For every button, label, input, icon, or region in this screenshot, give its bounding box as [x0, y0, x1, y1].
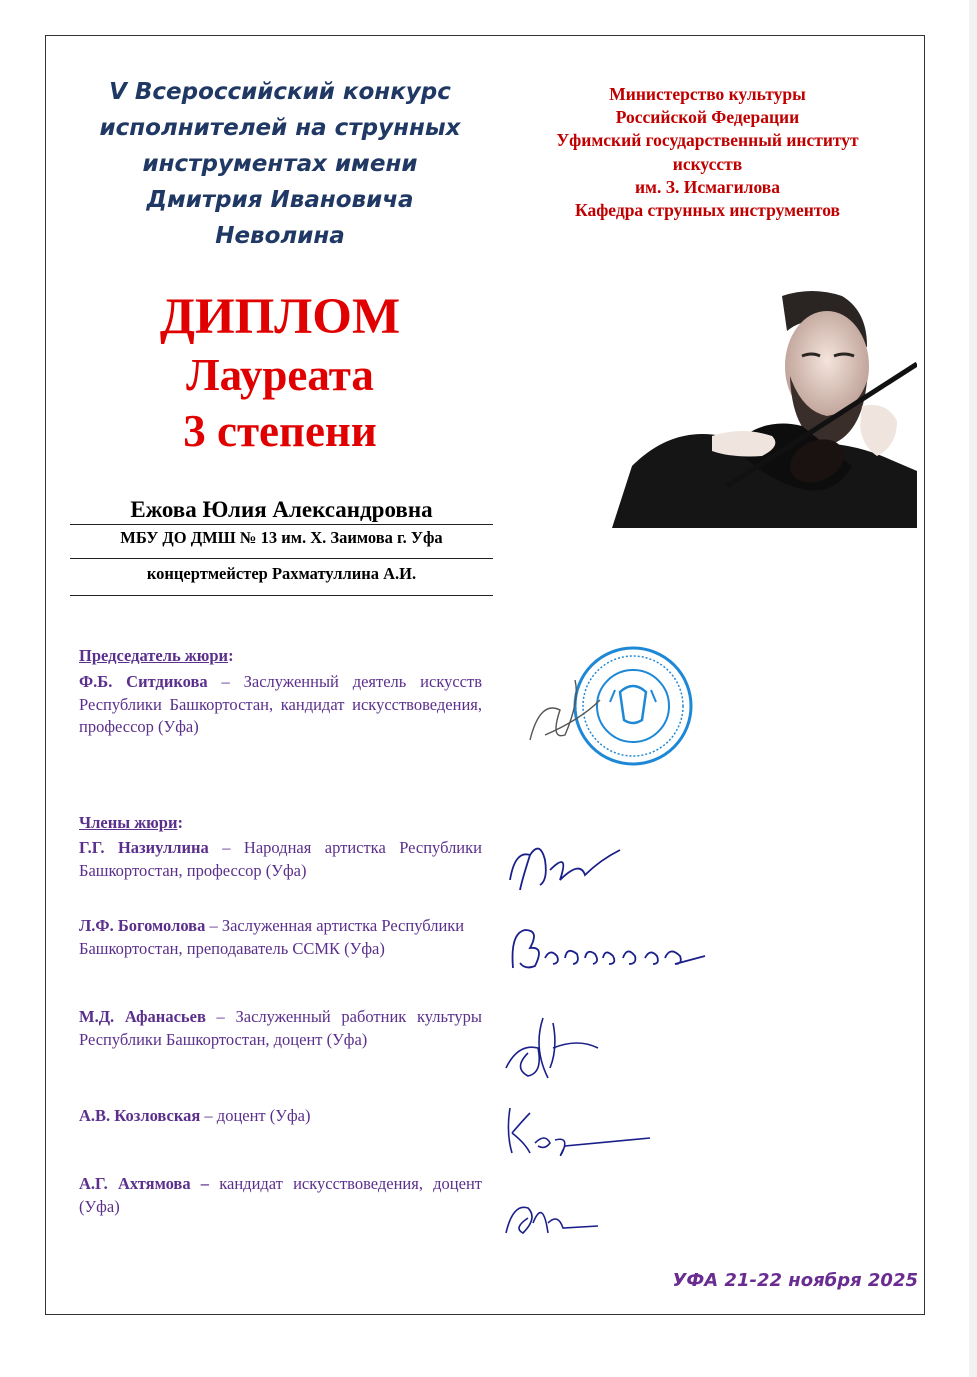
organizer-line: им. З. Исмагилова [634, 176, 781, 197]
jury-chair [79, 671, 482, 739]
signature-akhtyamova [498, 1188, 608, 1243]
organizer-line: искусств [672, 153, 743, 174]
jury-name: А.В. Козловская [79, 1106, 201, 1125]
diploma-degree: 3 степени [183, 406, 377, 456]
scrollbar-track[interactable] [969, 0, 977, 1377]
jury-name: Ф.Б. Ситдикова [79, 672, 208, 691]
competition-line: Дмитрия Ивановича [146, 187, 414, 213]
organizer-line: Кафедра струнных инструментов [574, 200, 840, 221]
competition-line: V Всероссийский конкурс [109, 79, 451, 105]
diploma-title: ДИПЛОМ [159, 289, 401, 345]
recipient-accompanist: концертмейстер Рахматуллина А.И. [146, 564, 417, 583]
jury-desc: – доцент (Уфа) [204, 1106, 311, 1125]
organizer-block [520, 83, 895, 222]
jury-name: Г.Г. Назиуллина [79, 838, 209, 857]
competition-line: исполнителей на струнных [99, 115, 461, 141]
signature-afanasyev [498, 1008, 608, 1083]
divider-line [70, 595, 493, 596]
divider-line [70, 524, 493, 525]
diploma-heading [120, 287, 440, 459]
organizer-line: Уфимский государственный институт [556, 130, 859, 151]
jury-member [79, 1006, 482, 1051]
jury-desc: – Заслуженная артистка Республики Башкортостан, преподаватель ССМК (Уфа) [79, 916, 465, 958]
organizer-line: Российской Федерации [615, 107, 800, 128]
jury-name: М.Д. Афанасьев [79, 1007, 206, 1026]
jury-member [79, 1105, 482, 1128]
competition-title [90, 74, 470, 254]
recipient-name: Ежова Юлия Александровна [130, 497, 433, 522]
official-stamp [520, 640, 705, 770]
violinist-photo [612, 286, 917, 528]
jury-chair-heading: Председатель жюри: [79, 646, 234, 665]
diploma-subtitle: Лауреата [186, 350, 374, 400]
divider-line [70, 558, 493, 559]
jury-desc: – Заслуженный работник культуры Республики Башкортостан, доцент (Уфа) [79, 1007, 483, 1049]
jury-member [79, 1173, 482, 1218]
jury-desc: кандидат искусствоведения, доцент (Уфа) [79, 1174, 482, 1216]
signature-kozlovskaya [500, 1098, 655, 1163]
competition-line: инструментах имени [142, 151, 418, 177]
jury-member [79, 837, 482, 882]
organizer-line: Министерство культуры [609, 84, 806, 104]
recipient-school: МБУ ДО ДМШ № 13 им. Х. Заимова г. Уфа [120, 528, 443, 547]
jury-desc: – Заслуженный деятель искусств Республики Башкортостан, кандидат искусствоведения, профессор (Уфа) [79, 672, 482, 736]
signature-bogomolova [505, 918, 715, 978]
jury-name: Л.Ф. Богомолова [79, 916, 206, 935]
jury-member [79, 915, 482, 960]
jury-members-heading: Члены жюри: [79, 813, 183, 832]
signature-nazullina [500, 830, 640, 900]
footer-date: УФА 21-22 ноября 2025 [672, 1270, 918, 1291]
jury-desc: – Народная артистка Республики Башкортостан, профессор (Уфа) [79, 838, 482, 880]
jury-name: А.Г. Ахтямова – [79, 1174, 210, 1193]
competition-line: Неволина [215, 223, 345, 249]
